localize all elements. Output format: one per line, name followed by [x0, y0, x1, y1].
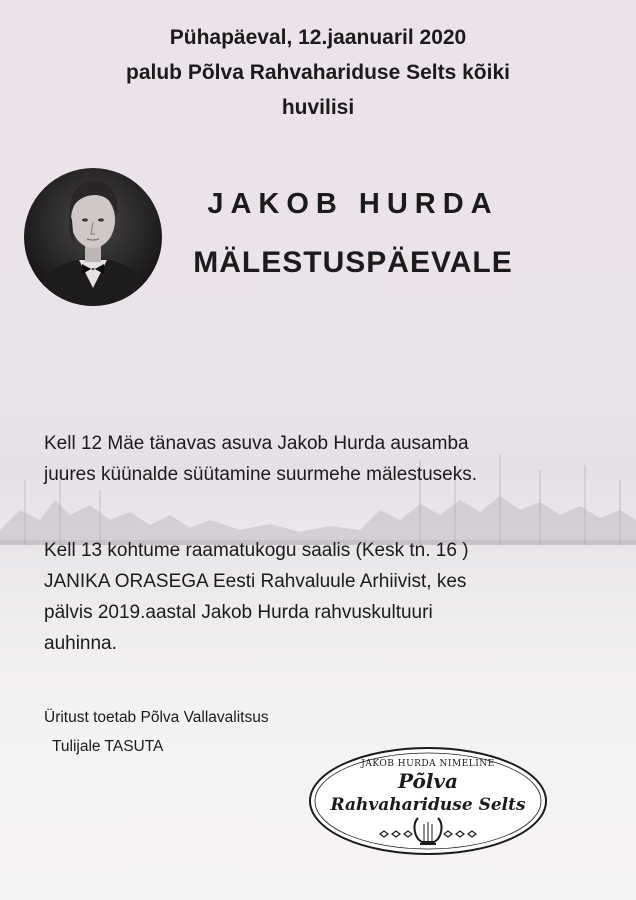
program-line: juures küünalde süütamine suurmehe mälestuseks. [44, 464, 478, 485]
sponsor-note: Üritust toetab Põlva Vallavalitsus [44, 709, 269, 726]
admission-note: Tulijale TASUTA [52, 738, 164, 755]
program-line: JANIKA ORASEGA Eesti Rahvaluule Arhiivist, kes [44, 571, 467, 592]
logo-name-line2: Rahvahariduse Selts [330, 795, 526, 815]
logo-top-text: JAKOB HURDA NIMELINE [361, 759, 495, 769]
invitation-header [0, 20, 636, 125]
jakob-hurt-portrait [24, 168, 162, 306]
header-audience-line: huvilisi [281, 96, 355, 119]
program-item-meeting [44, 535, 604, 659]
society-logo [308, 746, 548, 856]
program-line: auhinna. [44, 633, 117, 654]
program-item-candles [44, 428, 604, 490]
program-line: pälvis 2019.aastal Jakob Hurda rahvuskultuuri [44, 602, 433, 623]
title-name: JAKOB HURDA [207, 188, 499, 220]
header-invite-line: palub Põlva Rahvahariduse Selts kõiki [126, 61, 510, 84]
program-line: Kell 12 Mäe tänavas asuva Jakob Hurda ausamba [44, 433, 469, 454]
logo-name-line1: Põlva [397, 769, 459, 793]
program-line: Kell 13 kohtume raamatukogu saalis (Kesk tn. 16 ) [44, 540, 469, 561]
title-event: MÄLESTUSPÄEVALE [193, 246, 513, 279]
header-date-line: Pühapäeval, 12.jaanuaril 2020 [169, 26, 467, 49]
